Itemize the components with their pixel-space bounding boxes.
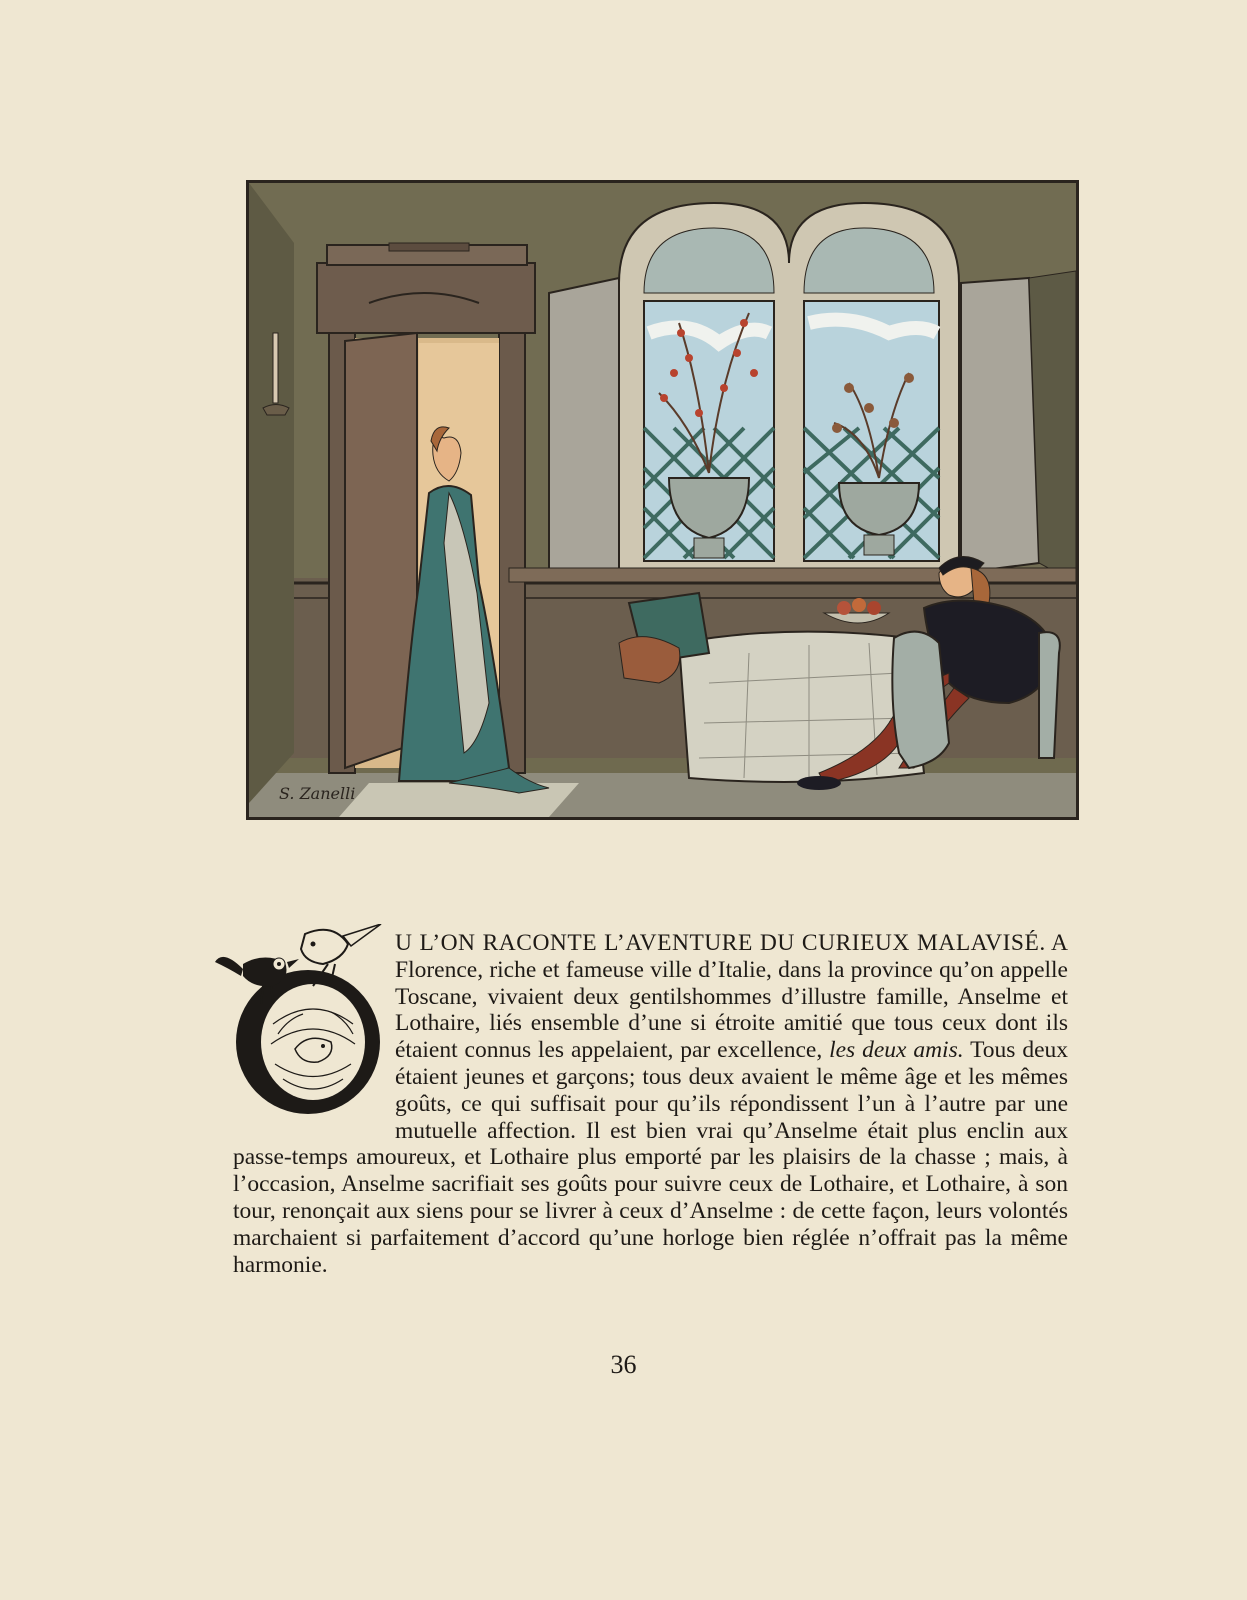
svg-text:S. Zanelli: S. Zanelli xyxy=(279,784,356,803)
chapter-opening-caps: U L’ON RACONTE L’AVENTURE DU CURIEUX MALAVISÉ. xyxy=(395,930,1046,956)
decorated-drop-cap xyxy=(213,924,385,1124)
chapter-text xyxy=(233,930,1068,1278)
page-number: 36 xyxy=(610,1350,637,1379)
text-after-italic: Tous deux étaient jeunes et garçons; tous deux avaient le même âge et les mêmes goûts, ce qui suffisait pour qu’ils répondissent l’un à l’autre par une mutuelle affection. Il est bien vrai qu’Anselme était plus enclin aux passe-temps amoureux, et Lothaire plus emporté par les plaisirs de la chasse ; mais, à l’occasion, Anselme sacrifiait ses goûts pour suivre ceux de Lothaire, et Lothaire, à son tour, renonçait aux siens pour se livrer à ceux d’Anselme : de cette façon, leurs volontés marchaient si parfaitement d’accord qu’une horloge bien réglée n’offrait pas la même harmonie. xyxy=(233,1037,1068,1278)
illustration-plate xyxy=(246,180,1079,820)
drop-cap-o-with-birds-icon xyxy=(213,924,385,1124)
interior-scene-illustration xyxy=(249,183,1076,817)
italic-phrase: les deux amis. xyxy=(829,1037,964,1064)
text-before-italic: A Florence, riche et fameuse ville d’Italie, dans la province qu’on appelle Toscane, vivaient deux gentilshommes d’illustre famille, Anselme et Lothaire, liés ensemble d’une si étroite amitié que tous ceux dont ils étaient connus les appelaient, par excellence, xyxy=(395,930,1068,1064)
